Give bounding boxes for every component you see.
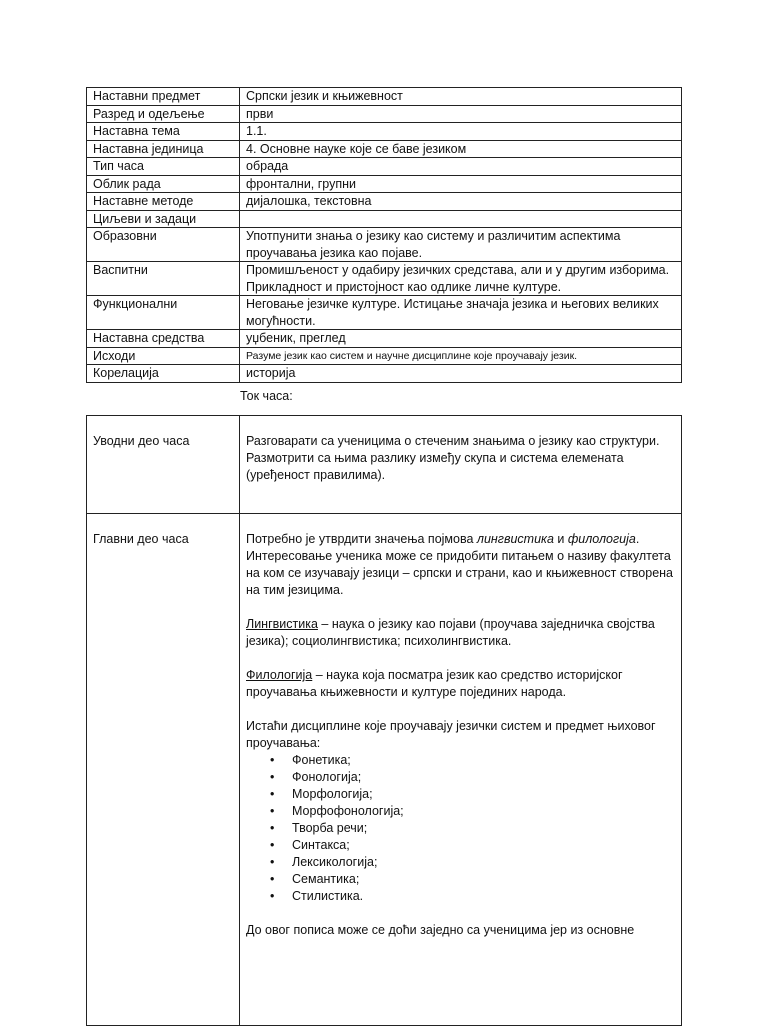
info-row: [87, 210, 682, 228]
info-row: [87, 365, 682, 383]
info-value: први: [240, 105, 682, 123]
intro-label: Уводни део часа: [87, 416, 240, 514]
discipline-name: Стилистика.: [292, 889, 364, 903]
discipline-item: [270, 769, 675, 786]
bullet-icon: •: [270, 838, 275, 852]
lesson-flow-table: [86, 415, 682, 1026]
closing-text: До овог пописа може се доћи заједно са ученицима јер из основне: [246, 923, 635, 937]
info-label: Тип часа: [87, 158, 240, 176]
info-value: Употпунити знања о језику као систему и различитим аспектима проучавања језика као појаве.: [240, 228, 682, 262]
info-label: Циљеви и задаци: [87, 210, 240, 228]
info-value: 1.1.: [240, 123, 682, 141]
bullet-icon: •: [270, 855, 275, 869]
info-label: Наставна тема: [87, 123, 240, 141]
bullet-icon: •: [270, 821, 275, 835]
info-label: Функционални: [87, 296, 240, 330]
terms-paragraph: Потребно је утврдити значења појмова лингвистика и филологија. Интересовање ученика може се придобити питањем о називу факултета на ком се изучавају језици – српски и страни, као и књижевност створена на тим језицима.: [246, 532, 674, 597]
bullet-icon: •: [270, 872, 275, 886]
discipline-name: Семантика;: [292, 872, 360, 886]
discipline-item: [270, 803, 675, 820]
discipline-item: [270, 854, 675, 871]
bullet-icon: •: [270, 753, 275, 767]
info-row: [87, 105, 682, 123]
info-label: Наставна јединица: [87, 140, 240, 158]
info-row: [87, 262, 682, 296]
info-label: Разред и одељење: [87, 105, 240, 123]
info-row: [87, 123, 682, 141]
main-content: [240, 514, 682, 1026]
info-value: [240, 210, 682, 228]
intro-row: [87, 416, 682, 514]
info-label: Облик рада: [87, 175, 240, 193]
info-row: [87, 140, 682, 158]
disciplines-intro: Истаћи дисциплине које проучавају језички систем и предмет њиховог проучавања:: [246, 719, 656, 750]
discipline-item: [270, 837, 675, 854]
main-row: [87, 514, 682, 1026]
term-philology: филологија: [567, 532, 636, 546]
discipline-item: [270, 752, 675, 769]
info-row: [87, 228, 682, 262]
info-label: Исходи: [87, 347, 240, 365]
discipline-name: Морфологија;: [292, 787, 373, 801]
discipline-name: Морфофонологија;: [292, 804, 404, 818]
info-value: Разуме језик као систем и научне дисциплине које проучавају језик.: [240, 347, 682, 365]
info-value: историја: [240, 365, 682, 383]
philology-definition: Филологија – наука која посматра језик као средство историјског проучавања књижевности и културе појединих народа.: [246, 668, 623, 699]
discipline-item: [270, 786, 675, 803]
bullet-icon: •: [270, 770, 275, 784]
info-row: [87, 330, 682, 348]
discipline-name: Синтакса;: [292, 838, 350, 852]
discipline-name: Фонологија;: [292, 770, 362, 784]
discipline-item: [270, 871, 675, 888]
info-row: [87, 193, 682, 211]
info-label: Корелација: [87, 365, 240, 383]
discipline-name: Творба речи;: [292, 821, 368, 835]
linguistics-definition: Лингвистика – наука о језику као појави (проучава заједничка својства језика); социолингвистика; психолингвистика.: [246, 617, 655, 648]
info-value: Неговање језичке културе. Истицање значаја језика и његових великих могућности.: [240, 296, 682, 330]
disciplines-list: [246, 752, 675, 905]
info-value: дијалошка, текстовна: [240, 193, 682, 211]
discipline-item: [270, 820, 675, 837]
term-linguistics: лингвистика: [476, 532, 554, 546]
info-row: [87, 296, 682, 330]
discipline-item: [270, 888, 675, 905]
info-label: Наставни предмет: [87, 88, 240, 106]
info-label: Васпитни: [87, 262, 240, 296]
info-value: 4. Основне науке које се баве језиком: [240, 140, 682, 158]
info-value: уџбеник, преглед: [240, 330, 682, 348]
info-row: [87, 347, 682, 365]
main-label: Главни део часа: [87, 514, 240, 1026]
lesson-flow-heading: Ток часа:: [240, 389, 293, 403]
info-label: Наставна средства: [87, 330, 240, 348]
info-value: Промишљеност у одабиру језичких средстава, али и у другим изборима. Прикладност и пристојност као одлике личне културе.: [240, 262, 682, 296]
bullet-icon: •: [270, 787, 275, 801]
discipline-name: Лексикологија;: [292, 855, 378, 869]
info-value: обрада: [240, 158, 682, 176]
info-value: фронтални, групни: [240, 175, 682, 193]
info-label: Наставне методе: [87, 193, 240, 211]
discipline-name: Фонетика;: [292, 753, 351, 767]
info-label: Образовни: [87, 228, 240, 262]
lesson-info-table: [86, 87, 682, 383]
bullet-icon: •: [270, 804, 275, 818]
info-row: [87, 88, 682, 106]
bullet-icon: •: [270, 889, 275, 903]
info-row: [87, 175, 682, 193]
intro-text: Разговарати са ученицима о стеченим знањима о језику као структури. Размотрити са њима разлику између скупа и система елемената (уређеност правилима).: [240, 416, 682, 514]
info-row: [87, 158, 682, 176]
info-value: Српски језик и књижевност: [240, 88, 682, 106]
